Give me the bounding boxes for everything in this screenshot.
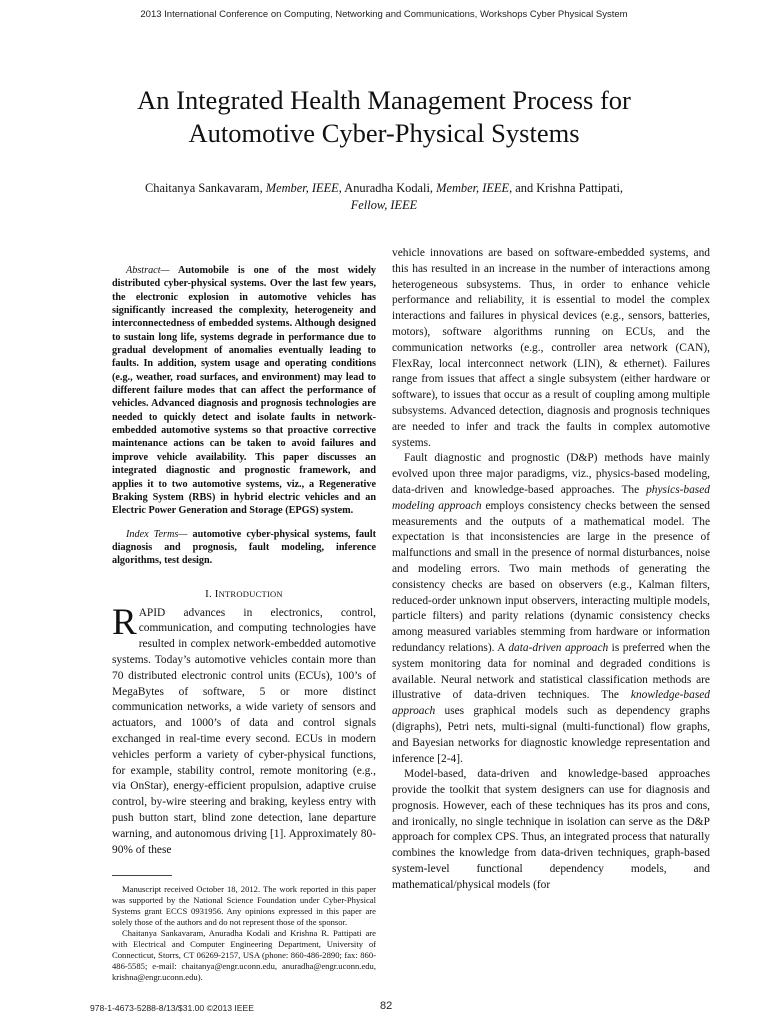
p2-text-c: employs consistency checks between the sensed measurements and the outputs of a mathematical model. The expectation is that inconsistencies are large in the presence of malfunctions and small in the presence of normal disturbances, noise and modeling errors. Two main methods of generating the consistency checks are based on observers (e.g., Kalman filters, reduced-order unknown input observers, interacting multiple models, particle filters) and parity relations (dynamic consistency checks among measured variables stemming from hardware or information redundancy relations). A [392, 499, 710, 654]
intro-text: APID advances in electronics, control, communication, and computing technologies have resulted in complex network-embedded automotive systems. Today’s automotive vehicles contain more than 70 distributed electronic control units (ECUs), 100’s of MegaBytes of software, 5 or more distinct communication networks, a wide variety of sensors and actuators, and 1000’s of data and control signals exchanged in real-time every second. ECUs in modern vehicles perform a variety of cyber-physical functions, for example, stability control, remote monitoring (e.g., via OnStar), energy-efficient propulsion, adaptive cruise control, by-wire steering and braking, keyless entry with push button start, blind zone detection, lane departure warning, and autonomous driving [1]. Approximately 80-90% of these [112, 606, 376, 856]
index-terms [112, 528, 376, 568]
author-1: Chaitanya Sankavaram, [145, 181, 266, 195]
p2-text-a: Fault diagnostic and prognostic (D&P) methods have mainly evolved upon three major paradigms, viz., physics-based modeling, data-driven and knowledge-based approaches. The [392, 452, 710, 496]
right-paragraph-2 [392, 451, 710, 767]
footnote-affiliation: Chaitanya Sankavaram, Anuradha Kodali and Krishna R. Pattipati are with Electrical and Computer Engineering Department, University of Connecticut, Storrs, CT 06269-2157, USA (phone: 860-486-2890; fax: 860-486-5585; e-mail: chaitanya@engr.uconn.edu, anuradha@engr.uconn.edu, krishna@engr.uconn.edu). [112, 928, 376, 983]
conference-header: 2013 International Conference on Computing, Networking and Communications, Workshops Cyber Physical System [140, 9, 628, 20]
page-number: 82 [380, 1000, 393, 1012]
p2-text-g: uses graphical models such as dependency graphs (digraphs), Petri nets, multi-signal (multi-functional) flow graphs, and Bayesian networks for diagnostic knowledge representation and inference [2-4]. [392, 705, 710, 765]
title-line-1: An Integrated Health Management Process for [137, 85, 631, 115]
intro-paragraph [112, 601, 376, 859]
author-3-role: Fellow, IEEE [350, 198, 418, 212]
title-line-2: Automotive Cyber-Physical Systems [188, 118, 580, 148]
abstract-label: Abstract— [126, 265, 170, 276]
author-1-role: Member, IEEE [265, 181, 339, 195]
footnote-divider [112, 875, 172, 876]
author-list [60, 180, 708, 214]
author-3: , and Krishna Pattipati, [509, 181, 623, 195]
author-2: , Anuradha Kodali, [338, 181, 437, 195]
right-paragraph-3: Model-based, data-driven and knowledge-based approaches provide the toolkit that system designers can use for diagnosis and prognosis. However, each of these techniques has its pros and cons, and ironically, no single technique in isolation can serve as the D&P approach for complex CPS. Thus, an integrated process that naturally combines the knowledge from data-driven techniques, graph-based system-level functional dependency models, and mathematical/physical models (for [392, 768, 710, 891]
footnote-manuscript: Manuscript received October 18, 2012. The work reported in this paper was supported by the National Science Foundation under Cyber-Physical Systems grant ECCS 0931956. Any opinions expressed in this paper are solely those of the authors and do not represent those of the sponsor. [112, 884, 376, 928]
index-terms-text: automotive cyber-physical systems, fault diagnosis and prognosis, fault modeling, inference algorithms, test design. [112, 528, 376, 567]
index-terms-label: Index Terms— [126, 528, 188, 540]
p2-emph-knowledge: knowledge-based approach [392, 689, 710, 718]
p2-text-e: is preferred when the system monitoring data for nominal and degraded conditions is available. Neural network and statistical classification methods are illustrative of data-driven techniques. The [392, 641, 710, 702]
left-column [112, 264, 376, 983]
drop-cap: R [112, 601, 137, 643]
right-paragraph-1: vehicle innovations are based on software-embedded systems, and this has resulted in an increase in the number of interactions among heterogeneous subsystems. Thus, in order to enhance vehicle performance and reliability, it is essential to model the complex interactions and failures in physical devices (e.g., sensors, batteries, motors), software algorithms running on ECUs, and the communication networks (e.g., controller area network (CAN), FlexRay, local interconnect network (LIN), & ethernet). Failures range from issues that affect a single subsystem (either hardware or software), to issues that occur as a result of coupling among multiple subsystems. Advanced detection, diagnosis and prognosis techniques are needed to infer and track the faults in complex automotive systems. [392, 247, 710, 449]
section-numeral: I. I [205, 587, 219, 600]
right-column [392, 246, 710, 894]
abstract-text: Automobile is one of the most widely distributed cyber-physical systems. Over the last few years, the electronic explosion in automotive vehicles has significantly increased the complexity, heterogeneity and interconnectedness of embedded systems. Although designed to sustain long life, systems degrade in performance due to gradual development of anomalies eventually leading to faults. In addition, system usage and operating conditions (e.g., weather, road surfaces, and environment) may lead to different failure modes that can affect the performance of vehicles. Advanced diagnosis and prognosis technologies are needed to quickly detect and isolate faults in network-embedded automotive systems so that proactive corrective maintenance actions can be taken to avoid failures and improve vehicle availability. This paper discusses an integrated diagnostic and prognostic framework, and applies it to two automotive systems, viz., a Regenerative Braking System (RBS) in hybrid electric vehicles and an Electric Power Generation and Storage (EPGS) system. [112, 265, 376, 517]
footer-isbn: 978-1-4673-5288-8/13/$31.00 ©2013 IEEE [90, 1003, 255, 1013]
abstract [112, 264, 376, 518]
p2-emph-physics: physics-based modeling approach [392, 483, 710, 512]
paper-title [40, 84, 728, 150]
section-title: NTRODUCTION [218, 588, 283, 599]
p2-emph-data-driven: data-driven approach [508, 641, 609, 654]
author-2-role: Member, IEEE [436, 181, 510, 195]
section-heading-introduction [112, 588, 376, 600]
